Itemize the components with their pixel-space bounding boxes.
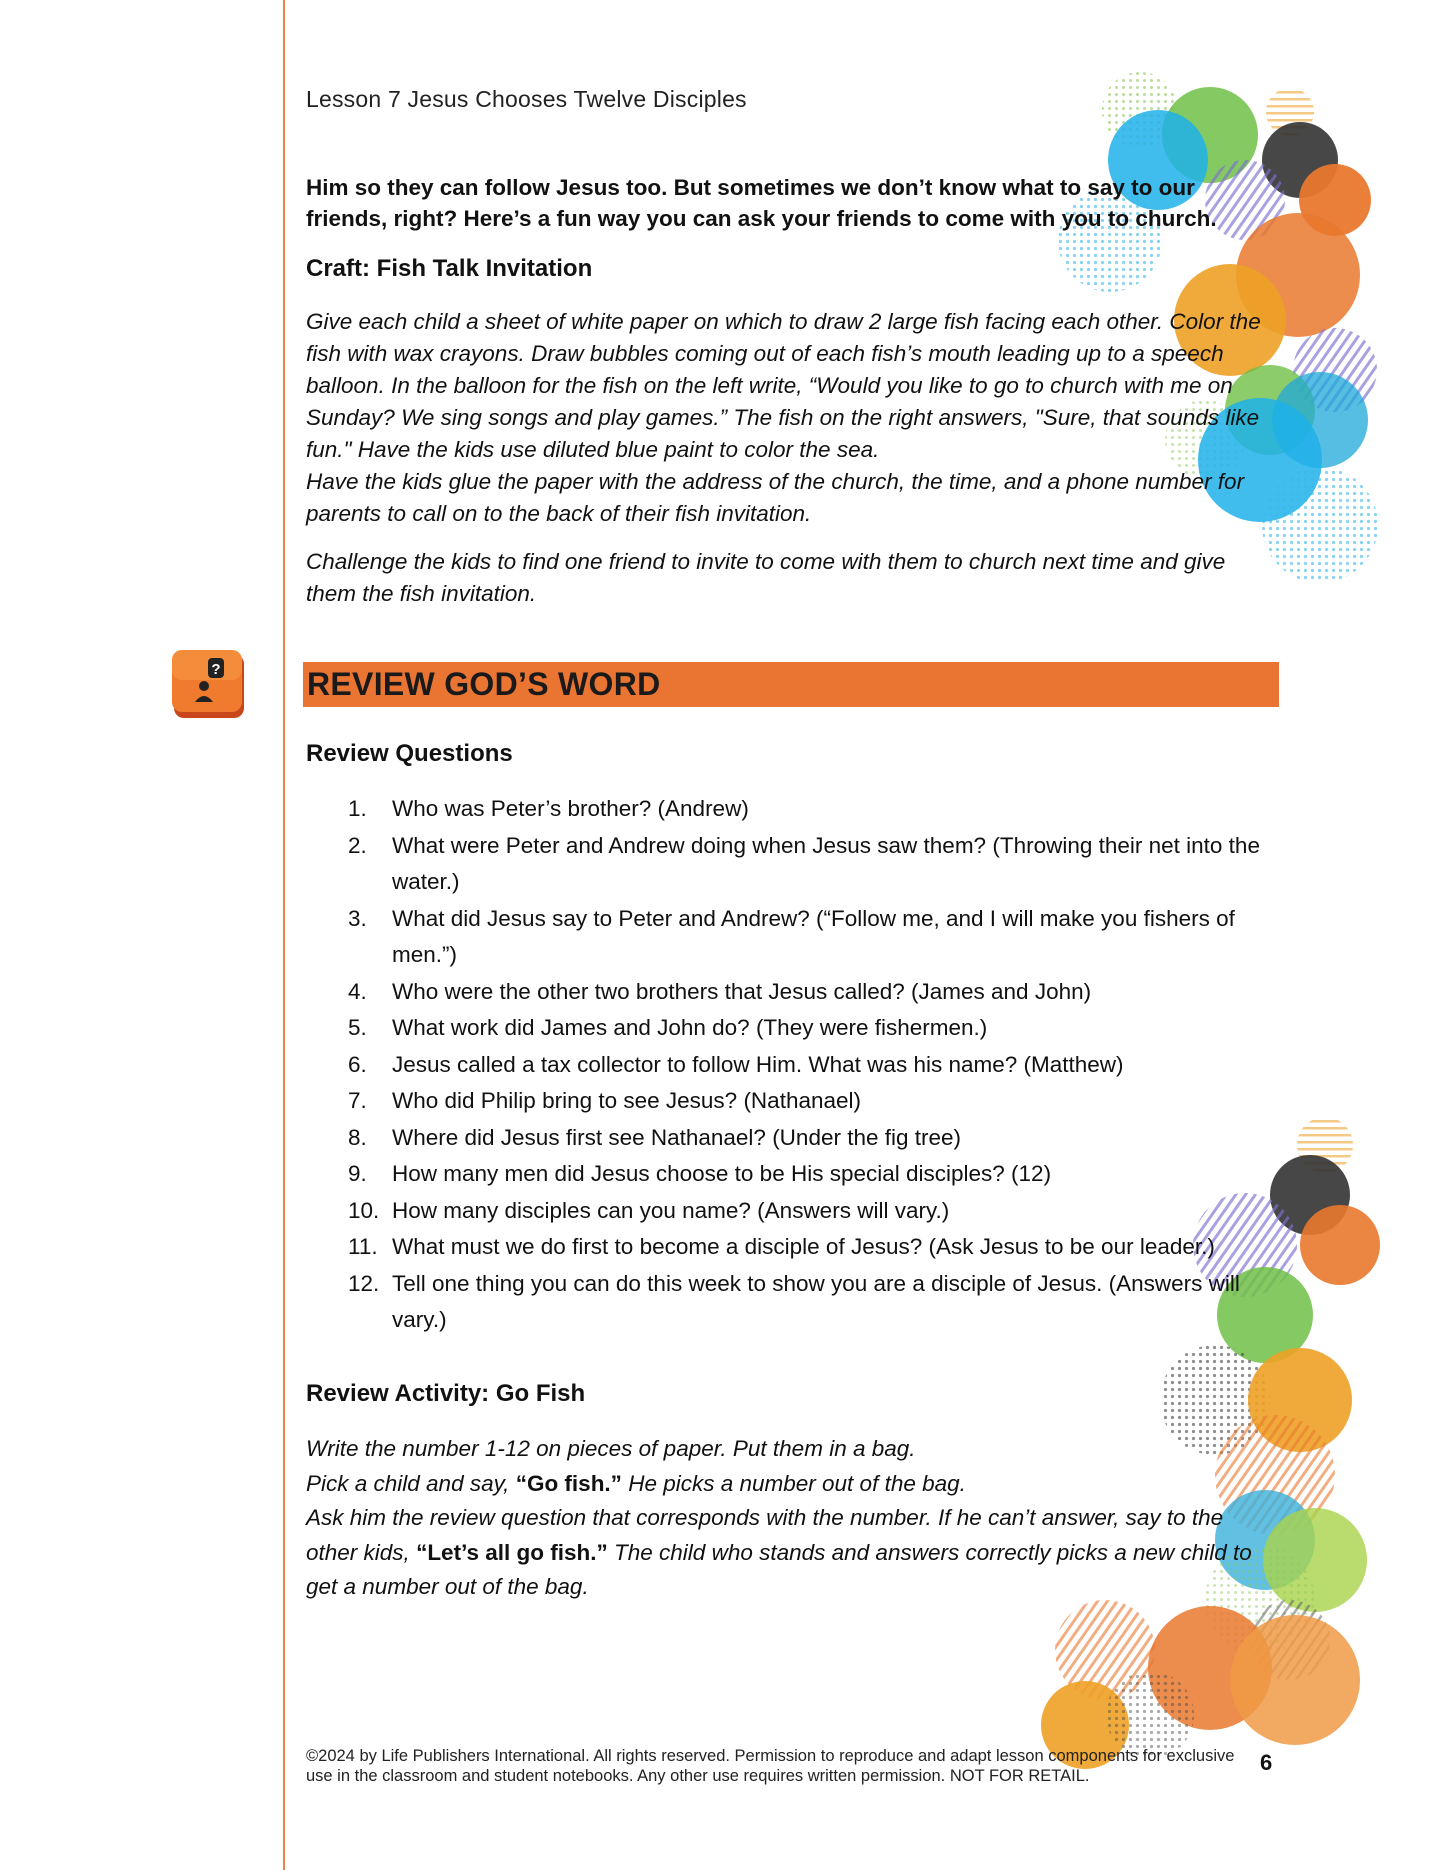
review-question-item: [306, 1047, 1266, 1084]
review-question-icon: [170, 648, 248, 722]
copyright-footer: ©2024 by Life Publishers International. All rights reserved. Permission to reproduce and adapt lesson components for exclusive use in the classroom and student notebooks. Any other use requires written permission. NOT FOR RETAIL.: [306, 1747, 1235, 1785]
question-number: 12.: [348, 1270, 380, 1296]
review-question-item: [306, 1193, 1266, 1230]
activity-line-3-pre: Ask him the review question that corresponds with the number. If he can’t answer, say to the other kids,: [306, 1505, 1224, 1565]
question-number: 3.: [348, 905, 367, 931]
review-question-item: [306, 828, 1266, 901]
review-question-item: [306, 1010, 1266, 1047]
page-number: 6: [1260, 1750, 1273, 1775]
deco-circle: [1300, 1205, 1380, 1285]
question-text: Tell one thing you can do this week to show you are a disciple of Jesus. (Answers will vary.): [392, 1270, 1240, 1332]
review-question-item: [306, 791, 1266, 828]
craft-title: Craft: Fish Talk Invitation: [306, 255, 593, 282]
question-number: 4.: [348, 978, 367, 1004]
review-questions-title: Review Questions: [306, 740, 513, 767]
deco-circle: [1230, 1615, 1360, 1745]
activity-line-3-post: The child who stands and answers correctly picks a new child to get a number out of the bag.: [306, 1539, 1252, 1599]
craft-challenge: Challenge the kids to find one friend to invite to come with them to church next time and give them the fish invitation.: [306, 549, 1226, 606]
review-banner-title: REVIEW GOD’S WORD: [307, 666, 661, 702]
question-text: What did Jesus say to Peter and Andrew? (“Follow me, and I will make you fishers of men.”): [392, 905, 1235, 967]
question-number: 5.: [348, 1015, 367, 1040]
activity-line-3: [306, 1501, 1266, 1605]
question-text: How many men did Jesus choose to be His special disciples? (12): [392, 1161, 1052, 1186]
review-questions-list: [306, 791, 1266, 1339]
question-text: What must we do first to become a disciple of Jesus? (Ask Jesus to be our leader.): [392, 1234, 1215, 1259]
question-number: 2.: [348, 832, 367, 858]
question-text: What work did James and John do? (They were fishermen.): [392, 1015, 988, 1040]
question-number: 10.: [348, 1197, 380, 1223]
review-activity-text: [306, 1432, 1266, 1605]
question-text: What were Peter and Andrew doing when Jesus saw them? (Throwing their net into the water.): [392, 832, 1260, 894]
review-question-item: [306, 1156, 1266, 1193]
activity-line-2-post: He picks a number out of the bag.: [621, 1470, 966, 1496]
activity-line-2-pre: Pick a child and say,: [306, 1470, 516, 1496]
question-text: Who was Peter’s brother? (Andrew): [392, 796, 749, 821]
question-text: Who did Philip bring to see Jesus? (Nathanael): [392, 1088, 862, 1113]
question-text: Jesus called a tax collector to follow Him. What was his name? (Matthew): [392, 1051, 1124, 1077]
question-number: 9.: [348, 1161, 367, 1186]
intro-line-2: friends, right? Here’s a fun way you can ask your friends to come with you to church.: [306, 206, 1217, 231]
review-banner: [303, 662, 1279, 707]
question-text: Where did Jesus first see Nathanael? (Under the fig tree): [392, 1124, 962, 1150]
question-number: 6.: [348, 1051, 367, 1077]
activity-line-2: [306, 1467, 1266, 1502]
lesson-header: Lesson 7 Jesus Chooses Twelve Disciples: [306, 86, 747, 112]
activity-line-1: Write the number 1-12 on pieces of paper. Put them in a bag.: [306, 1436, 916, 1461]
craft-instructions: [306, 306, 1281, 530]
lets-all-go-fish-phrase: “Let’s all go fish.”: [416, 1539, 608, 1565]
craft-paragraph-2: Have the kids glue the paper with the address of the church, the time, and a phone number for parents to call on to the back of their fish invitation.: [306, 469, 1245, 526]
review-activity-title: Review Activity: Go Fish: [306, 1380, 586, 1407]
review-question-item: [306, 1083, 1266, 1120]
craft-paragraph-1: Give each child a sheet of white paper on which to draw 2 large fish facing each other. Color the fish with wax crayons. Draw bubbles coming out of each fish’s mouth leading up to a speech balloon. In the balloon for the fish on the left write, “Would you like to go to church with me on Sunday? We sing songs and play games.” The fish on the right answers, "Sure, that sounds like fun." Have the kids use diluted blue paint to color the sea.: [306, 309, 1261, 462]
question-number: 1.: [348, 796, 367, 821]
review-question-item: [306, 1120, 1266, 1157]
question-number: 7.: [348, 1088, 367, 1113]
margin-line: [283, 0, 285, 1870]
go-fish-phrase: “Go fish.”: [515, 1470, 622, 1496]
intro-line-1: Him so they can follow Jesus too. But sometimes we don’t know what to say to our: [306, 175, 1195, 200]
review-question-item: [306, 901, 1266, 974]
review-question-item: [306, 974, 1266, 1011]
review-question-item: [306, 1266, 1266, 1339]
intro-text: [306, 172, 1276, 234]
question-text: Who were the other two brothers that Jesus called? (James and John): [392, 978, 1092, 1004]
review-question-item: [306, 1229, 1266, 1266]
question-number: 8.: [348, 1124, 367, 1150]
question-number: 11.: [348, 1234, 378, 1259]
svg-text:?: ?: [211, 661, 221, 678]
question-text: How many disciples can you name? (Answers will vary.): [392, 1197, 950, 1223]
